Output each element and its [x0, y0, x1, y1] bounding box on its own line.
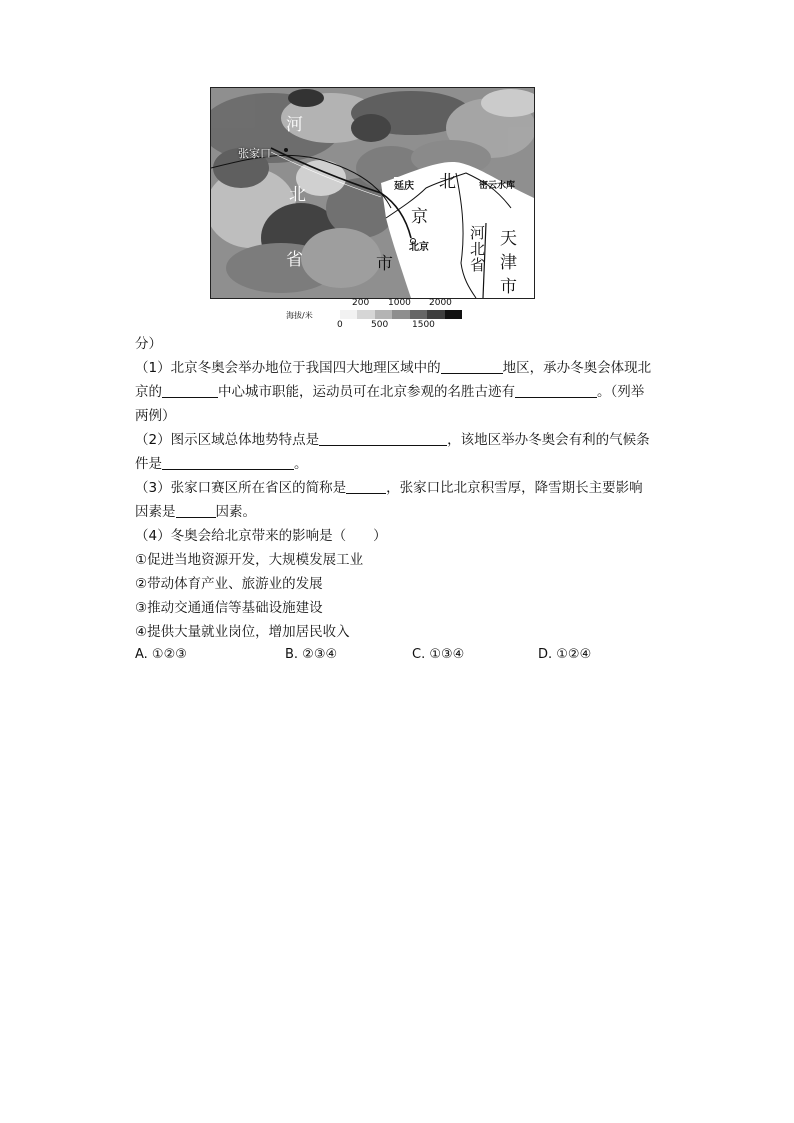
item2-text: ②带动体育产业、旅游业的发展	[135, 576, 323, 592]
legend-swatch	[445, 310, 462, 319]
legend-swatch	[410, 310, 427, 319]
q1-text-e: 。（列举	[597, 384, 645, 400]
q1-line-1	[135, 356, 675, 380]
q3-text-b: ，张家口比北京积雪厚，降雪期长主要影响	[386, 480, 643, 496]
q3-text-a: （3）张家口赛区所在省区的简称是	[135, 480, 347, 496]
item1-text: ①促进当地资源开发，大规模发展工业	[135, 552, 364, 568]
q1-text-f: 两例）	[135, 408, 176, 424]
legend-tick-500: 500	[371, 320, 389, 330]
map-label-hebei-bei: 北	[470, 240, 486, 258]
map-label-beijing: 北京	[409, 242, 429, 253]
q3-line-2	[135, 500, 675, 524]
q3-blank-factor[interactable]	[176, 503, 216, 518]
q4-text: （4）冬奥会给北京带来的影响是（ ）	[135, 528, 387, 544]
map-label-hebei-sheng: 省	[470, 256, 486, 274]
item4-text: ④提供大量就业岗位，增加居民收入	[135, 624, 350, 640]
q4-item-4	[135, 620, 675, 644]
q1-text-a: （1）北京冬奥会举办地位于我国四大地理区域中的	[135, 360, 441, 376]
legend-tick-1000: 1000	[388, 298, 411, 308]
item3-text: ③推动交通通信等基础设施建设	[135, 600, 323, 616]
option-b[interactable]: B. ②③④	[285, 647, 338, 662]
q3-text-c: 因素是	[135, 504, 176, 520]
q3-line-1	[135, 476, 675, 500]
legend-swatch	[427, 310, 444, 319]
q4-item-3	[135, 596, 675, 620]
q4-item-2	[135, 572, 675, 596]
option-d[interactable]: D. ①②④	[538, 647, 592, 662]
legend-swatch	[357, 310, 374, 319]
q1-blank-function[interactable]	[162, 383, 218, 398]
legend-color-bar	[340, 310, 462, 319]
map-label-he: 河	[286, 115, 303, 135]
q2-line-1	[135, 428, 675, 452]
legend-swatch	[375, 310, 392, 319]
topographic-map	[210, 87, 535, 299]
map-label-miyun: 密云水库	[479, 181, 516, 191]
legend-tick-200: 200	[352, 298, 370, 308]
option-c[interactable]: C. ①③④	[412, 647, 465, 662]
q1-blank-sites[interactable]	[515, 383, 597, 398]
q2-text-c: 件是	[135, 456, 162, 472]
map-label-yanqing: 延庆	[394, 177, 414, 192]
q2-blank-terrain[interactable]	[319, 431, 447, 446]
q4-line	[135, 524, 675, 548]
q1-text-c: 京的	[135, 384, 162, 400]
map-label-tian: 天	[500, 229, 517, 249]
q1-blank-region[interactable]	[441, 359, 503, 374]
q3-text-d: 因素。	[215, 504, 256, 520]
legend-tick-1500: 1500	[412, 320, 435, 330]
q4-item-1	[135, 548, 675, 572]
map-label-bei-top: 北	[439, 172, 456, 192]
map-label-sheng-left: 省	[286, 250, 303, 270]
option-a[interactable]: A. ①②③	[135, 647, 187, 662]
q2-text-a: （2）图示区域总体地势特点是	[135, 432, 320, 448]
q2-text-d: 。	[294, 456, 308, 472]
q3-blank-abbrev[interactable]	[346, 479, 386, 494]
map-label-zhangjiakou: 张家口	[238, 147, 271, 160]
q2-text-b: ，该地区举办冬奥会有利的气候条	[447, 432, 650, 448]
map-label-shi: 市	[376, 254, 393, 274]
question-block	[135, 332, 675, 644]
legend-swatch	[340, 310, 357, 319]
map-label-hebei-he: 河	[470, 224, 486, 242]
elevation-legend	[284, 298, 474, 332]
map-label-tj-shi: 市	[500, 277, 517, 297]
q1-line-2	[135, 380, 675, 404]
legend-unit: 海拔/米	[286, 311, 313, 320]
legend-tick-0: 0	[337, 320, 343, 330]
q1-line-3	[135, 404, 675, 428]
q1-text-d: 中心城市职能，运动员可在北京参观的名胜古迹有	[218, 384, 515, 400]
fen-text: 分）	[135, 336, 162, 352]
legend-tick-2000: 2000	[429, 298, 452, 308]
map-graphic	[211, 88, 534, 298]
q1-text-b: 地区，承办冬奥会体现北	[502, 360, 652, 376]
legend-swatch	[392, 310, 409, 319]
score-fen	[135, 332, 675, 356]
q2-blank-climate[interactable]	[162, 455, 294, 470]
map-label-jing: 京	[411, 207, 428, 227]
map-label-bei-left: 北	[289, 185, 306, 205]
map-label-jin: 津	[500, 253, 517, 273]
q2-line-2	[135, 452, 675, 476]
